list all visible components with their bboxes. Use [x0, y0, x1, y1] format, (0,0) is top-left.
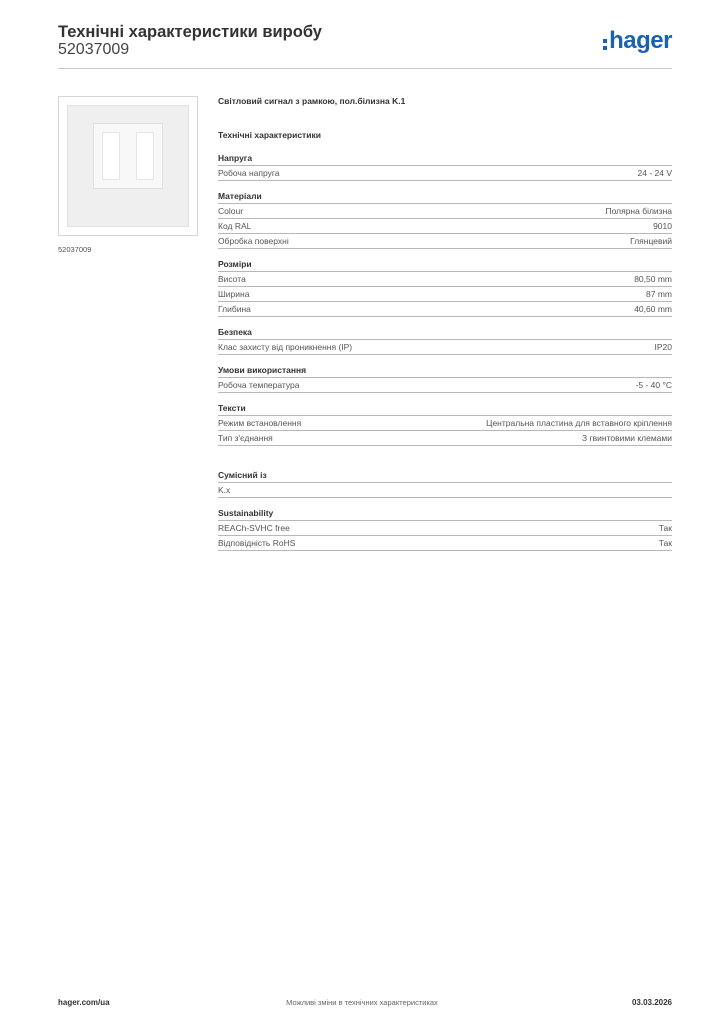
- spec-label: Робоча напруга: [218, 168, 280, 178]
- spec-label: Код RAL: [218, 221, 252, 231]
- spec-group-title: Sustainability: [218, 507, 672, 521]
- spec-label: Обробка поверхні: [218, 236, 289, 246]
- spec-group-title: Умови використання: [218, 364, 672, 378]
- spec-value: Так: [658, 538, 672, 548]
- spec-group: [218, 152, 672, 181]
- spec-group: [218, 469, 672, 498]
- spec-label: Режим встановлення: [218, 418, 302, 428]
- page-title: Технічні характеристики виробу: [58, 23, 322, 41]
- spec-value: 87 mm: [646, 289, 672, 299]
- light-bar-left: [102, 132, 120, 180]
- spec-value: Глянцевий: [630, 236, 672, 246]
- spec-label: Colour: [218, 206, 244, 216]
- spec-row: [218, 378, 672, 393]
- spec-row: [218, 204, 672, 219]
- spec-label: Глибина: [218, 304, 251, 314]
- logo-text: hager: [609, 27, 672, 54]
- spec-group: [218, 507, 672, 551]
- spec-row: [218, 340, 672, 355]
- spec-label: Ширина: [218, 289, 250, 299]
- footer-date: 03.03.2026: [631, 998, 672, 1007]
- spec-value: 9010: [653, 221, 672, 231]
- spec-section-title: Технічні характеристики: [218, 130, 321, 140]
- spec-value: З гвинтовими клемами: [582, 433, 672, 443]
- spec-groups: [218, 152, 672, 551]
- spec-value: IP20: [654, 342, 672, 352]
- spec-value: Центральна пластина для вставного кріплення: [486, 418, 672, 428]
- product-insert: [93, 123, 163, 189]
- spec-value: 24 - 24 V: [637, 168, 672, 178]
- product-name: Світловий сигнал з рамкою, пол.білизна K.1: [218, 96, 406, 106]
- spec-label: K.x: [218, 485, 231, 495]
- product-frame: [67, 105, 189, 227]
- spec-row: [218, 483, 672, 498]
- spec-value: 80,50 mm: [634, 274, 672, 284]
- spec-row: [218, 431, 672, 446]
- spec-group-title: Безпека: [218, 326, 672, 340]
- spec-group: [218, 258, 672, 317]
- spec-group-title: Напруга: [218, 152, 672, 166]
- spec-row: [218, 234, 672, 249]
- hager-logo: [603, 28, 672, 54]
- spec-row: [218, 302, 672, 317]
- spec-group-title: Розміри: [218, 258, 672, 272]
- spec-row: [218, 416, 672, 431]
- spec-group-title: Матеріали: [218, 190, 672, 204]
- product-code: 52037009: [58, 41, 130, 58]
- image-caption: 52037009: [58, 245, 92, 254]
- spec-value: Так: [658, 523, 672, 533]
- header-divider: [58, 68, 672, 69]
- spec-group: [218, 364, 672, 393]
- spec-row: [218, 166, 672, 181]
- logo-colon-icon: [603, 39, 607, 50]
- spec-row: [218, 287, 672, 302]
- spec-group: [218, 190, 672, 249]
- spec-label: Тип з'єднання: [218, 433, 273, 443]
- spec-value: Полярна білизна: [605, 206, 672, 216]
- spec-row: [218, 521, 672, 536]
- spec-row: [218, 536, 672, 551]
- product-image: [58, 96, 198, 236]
- spec-label: Робоча температура: [218, 380, 300, 390]
- spec-label: REACh-SVHC free: [218, 523, 290, 533]
- spec-label: Відповідність RoHS: [218, 538, 296, 548]
- spec-group-title: Тексти: [218, 402, 672, 416]
- spec-value: 40,60 mm: [634, 304, 672, 314]
- spec-sheet: [218, 94, 672, 551]
- spec-group: [218, 326, 672, 355]
- footer-note: Можливі зміни в технічних характеристиках: [286, 998, 438, 1007]
- spec-label: Клас захисту від проникнення (IP): [218, 342, 353, 352]
- light-bar-right: [136, 132, 154, 180]
- spec-value: -5 - 40 °C: [635, 380, 672, 390]
- spec-group-title: Сумісний із: [218, 469, 672, 483]
- spec-label: Висота: [218, 274, 246, 284]
- spec-row: [218, 272, 672, 287]
- spec-group: [218, 402, 672, 446]
- footer-website: hager.com/ua: [58, 998, 110, 1007]
- spec-row: [218, 219, 672, 234]
